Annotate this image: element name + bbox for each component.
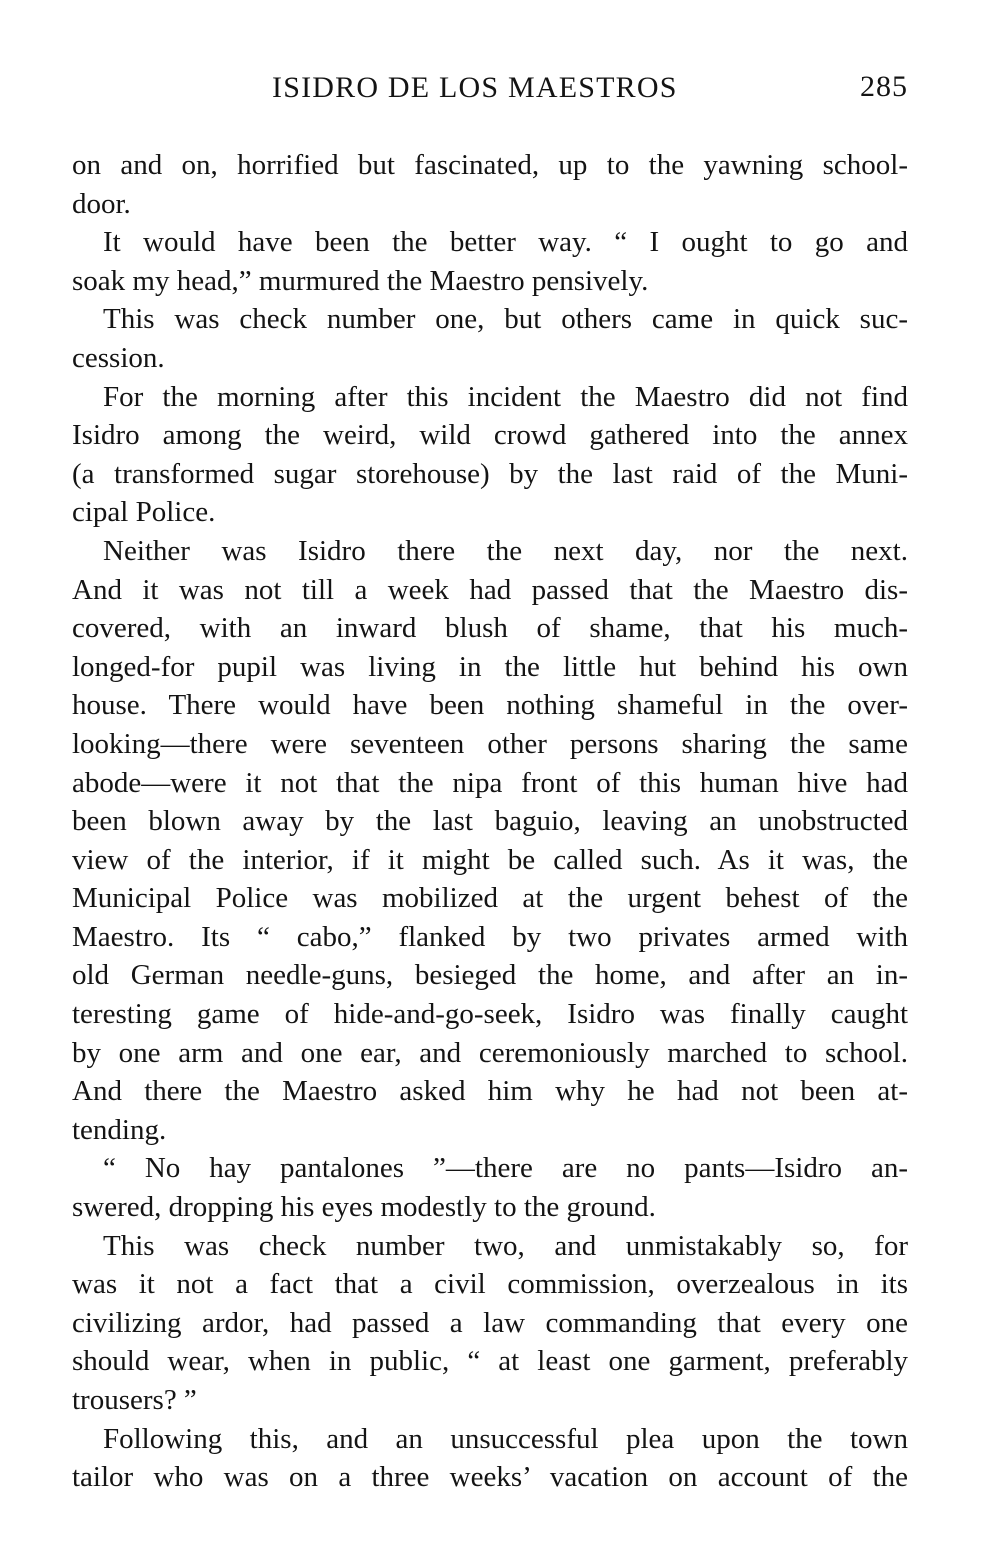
text-line: (a transformed sugar storehouse) by the last raid of the Muni-	[72, 457, 908, 490]
paragraph	[72, 1227, 908, 1420]
text-line: been blown away by the last baguio, leaving an unobstructed	[72, 805, 908, 838]
text-line: This was check number two, and unmistakably so, for	[103, 1229, 908, 1262]
text-line: soak my head,” murmured the Maestro pensively.	[72, 264, 649, 297]
paragraph	[72, 146, 908, 223]
text-line: should wear, when in public, “ at least one garment, preferably	[72, 1345, 908, 1378]
book-page	[72, 0, 908, 1497]
text-line: tending.	[72, 1113, 167, 1146]
running-title: ISIDRO DE LOS MAESTROS	[272, 71, 678, 104]
text-line: For the morning after this incident the Maestro did not find	[103, 380, 908, 413]
body-text	[72, 146, 908, 1497]
text-line: by one arm and one ear, and ceremoniously marched to school.	[72, 1036, 908, 1069]
text-line: covered, with an inward blush of shame, that his much-	[72, 612, 908, 645]
paragraph	[72, 532, 908, 1150]
paragraph	[72, 1149, 908, 1226]
text-line: It would have been the better way. “ I ought to go and	[103, 226, 908, 259]
text-line: door.	[72, 187, 131, 220]
text-line: And there the Maestro asked him why he had not been at-	[72, 1075, 908, 1108]
paragraph	[72, 378, 908, 532]
paragraph	[72, 300, 908, 377]
text-line: house. There would have been nothing shameful in the over-	[72, 689, 908, 722]
text-line: old German needle-guns, besieged the home, and after an in-	[72, 959, 908, 992]
text-line: longed-for pupil was living in the little hut behind his own	[72, 650, 908, 683]
text-line: Neither was Isidro there the next day, nor the next.	[103, 534, 908, 567]
text-line: “ No hay pantalones ”—there are no pants—Isidro an-	[103, 1152, 908, 1185]
text-line: swered, dropping his eyes modestly to the ground.	[72, 1191, 656, 1224]
text-line: was it not a fact that a civil commission, overzealous in its	[72, 1268, 908, 1301]
text-line: cession.	[72, 341, 165, 374]
text-line: trousers? ”	[72, 1384, 197, 1416]
paragraph	[72, 1420, 908, 1497]
text-line: Following this, and an unsuccessful plea upon the town	[103, 1422, 908, 1455]
text-line: abode—were it not that the nipa front of this human hive had	[72, 766, 908, 799]
text-line: looking—there were seventeen other persons sharing the same	[72, 727, 908, 760]
text-line: civilizing ardor, had passed a law commanding that every one	[72, 1306, 908, 1339]
text-line: teresting game of hide-and-go-seek, Isidro was finally caught	[72, 998, 908, 1031]
paragraph	[72, 223, 908, 300]
text-line: cipal Police.	[72, 496, 216, 529]
text-line: Maestro. Its “ cabo,” flanked by two privates armed with	[72, 920, 908, 953]
text-line: on and on, horrified but fascinated, up to the yawning school-	[72, 149, 908, 181]
text-line: And it was not till a week had passed that the Maestro dis-	[72, 573, 908, 606]
text-line: view of the interior, if it might be called such. As it was, the	[72, 843, 908, 876]
text-line: tailor who was on a three weeks’ vacation on account of the	[72, 1461, 908, 1494]
text-line: Isidro among the weird, wild crowd gathered into the annex	[72, 419, 908, 452]
text-line: Municipal Police was mobilized at the urgent behest of the	[72, 882, 908, 915]
page-number: 285	[860, 70, 908, 103]
running-head	[72, 0, 908, 146]
text-line: This was check number one, but others came in quick suc-	[103, 303, 908, 336]
